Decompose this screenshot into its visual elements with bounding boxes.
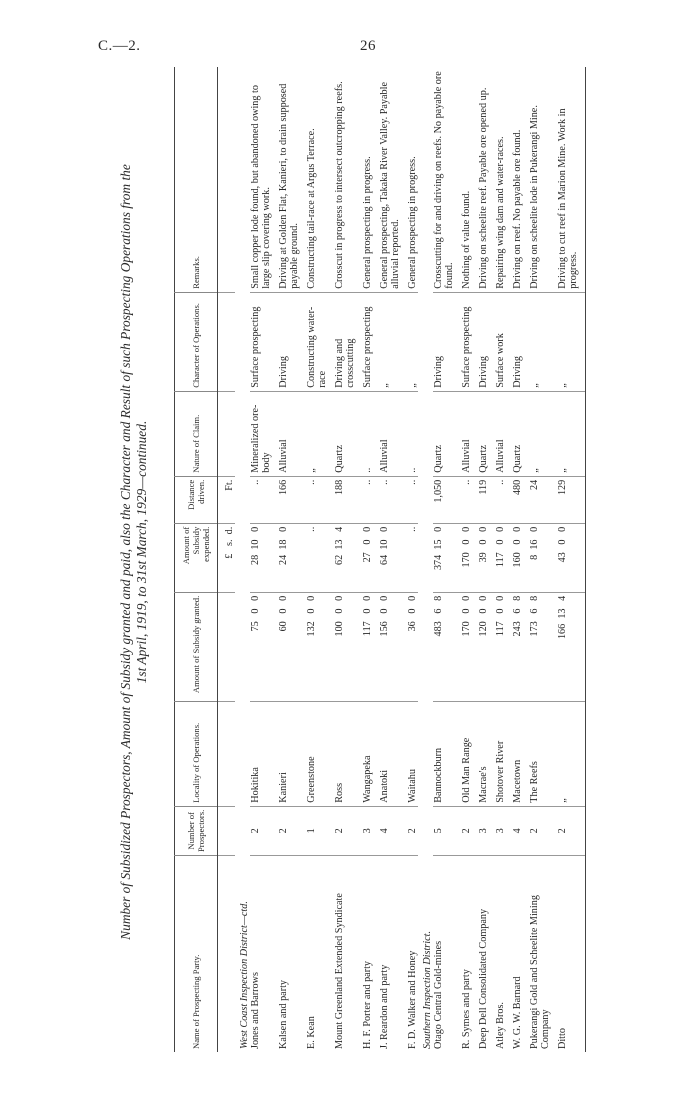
- party-name: Otago Central Gold-mines: [433, 856, 455, 1053]
- remarks: Crosscut in progress to intersect outcropping reefs.: [334, 81, 345, 289]
- distance-driven: ..: [373, 476, 401, 523]
- table-row: [506, 67, 523, 1052]
- column-header-expended: Amount of Subsidy expended.: [175, 523, 218, 592]
- distance-driven: ..: [250, 476, 272, 523]
- prospector-count: 2: [455, 806, 472, 855]
- table-row: [401, 67, 418, 1052]
- column-header-nature: Nature of Claim.: [175, 391, 218, 476]
- party-name: F. D. Walker and Honey: [401, 856, 418, 1053]
- subsidy-expended: 43 0 0: [551, 523, 586, 592]
- character-of-operations: Surface prospecting: [250, 292, 272, 391]
- subsidy-expended: 39 0 0: [472, 523, 489, 592]
- nature-of-claim: Quartz: [433, 391, 455, 476]
- prospector-count: 2: [272, 806, 300, 855]
- distance-driven: 129: [551, 476, 586, 523]
- subsidy-expended: ..: [300, 523, 328, 592]
- remarks: Driving to cut reef in Marion Mine. Work in progress.: [551, 67, 586, 292]
- remarks: Crosscutting for and driving on reefs. No payable ore found.: [433, 71, 455, 289]
- party-name: R. Symes and party: [455, 856, 472, 1053]
- subsidy-expended: 28 10 0: [250, 523, 272, 592]
- subsidy-expended: ..: [401, 523, 418, 592]
- nature-of-claim: Quartz: [472, 391, 489, 476]
- prospecting-table: [174, 67, 586, 1052]
- nature-of-claim: Quartz: [506, 391, 523, 476]
- column-header-character: Character of Operations.: [175, 292, 218, 391]
- table-row: [373, 67, 401, 1052]
- nature-of-claim: Mineralized ore-body: [250, 391, 272, 476]
- subsidy-granted: 173 6 8: [523, 592, 551, 701]
- remarks: Nothing of value found.: [461, 190, 472, 289]
- character-of-operations: Driving: [506, 292, 523, 391]
- party-name: Ditto: [551, 856, 586, 1053]
- remarks: Constructing tail-race at Argus Terrace.: [306, 128, 317, 289]
- distance-driven: ..: [455, 476, 472, 523]
- character-of-operations: „: [523, 292, 551, 391]
- table-row: [433, 67, 455, 1052]
- subsidy-expended: 170 0 0: [455, 523, 472, 592]
- subsidy-granted: 156 0 0: [373, 592, 401, 701]
- subsidy-expended: 160 0 0: [506, 523, 523, 592]
- district-heading: Southern Inspection District.: [422, 931, 433, 1049]
- character-of-operations: Driving: [433, 292, 455, 391]
- header-page-number: 26: [360, 38, 376, 54]
- unit-distance: Ft.: [218, 476, 236, 523]
- party-name: Pukerangi Gold and Scheelite Mining Company: [523, 856, 551, 1053]
- prospector-count: 3: [489, 806, 506, 855]
- column-header-locality: Locality of Operations.: [175, 701, 218, 806]
- prospector-count: 4: [506, 806, 523, 855]
- locality: Wangapeka: [356, 701, 373, 806]
- column-header-number: Number of Prospectors.: [175, 806, 218, 855]
- subsidy-granted: 170 0 0: [455, 592, 472, 701]
- subsidy-granted: 117 0 0: [356, 592, 373, 701]
- subsidy-granted: 100 0 0: [328, 592, 356, 701]
- subsidy-granted: 483 6 8: [433, 592, 455, 701]
- table-row: [455, 67, 472, 1052]
- remarks: Driving on scheelite lode in Pukerangi Mine.: [529, 105, 540, 289]
- distance-driven: ..: [356, 476, 373, 523]
- district-heading-row: [418, 67, 433, 1052]
- locality: Ross: [328, 701, 356, 806]
- table-row: [328, 67, 356, 1052]
- column-header-remarks: Remarks.: [175, 67, 218, 292]
- subsidy-granted: 120 0 0: [472, 592, 489, 701]
- units-row: [218, 67, 236, 1052]
- table-row: [272, 67, 300, 1052]
- subsidy-expended: 374 15 0: [433, 523, 455, 592]
- subsidy-expended: 117 0 0: [489, 523, 506, 592]
- party-name: H. F. Porter and party: [356, 856, 373, 1053]
- party-name: Jones and Barrows: [250, 856, 272, 1053]
- table-title-line-1: Number of Subsidized Prospectors, Amount of Subsidy granted and paid, also the Character and Result of such Prospecting Operations from the: [118, 164, 133, 940]
- character-of-operations: „: [401, 292, 418, 391]
- remarks: Driving on reef. No payable ore found.: [512, 129, 523, 289]
- nature-of-claim: Quartz: [328, 391, 356, 476]
- character-of-operations: „: [551, 292, 586, 391]
- distance-driven: ..: [401, 476, 418, 523]
- subsidy-expended: 27 0 0: [356, 523, 373, 592]
- party-name: Kalsen and party: [272, 856, 300, 1053]
- nature-of-claim: Alluvial: [272, 391, 300, 476]
- party-name: Atley Bros.: [489, 856, 506, 1053]
- locality: The Reefs: [523, 701, 551, 806]
- district-heading: West Coast Inspection District—ctd.: [239, 901, 250, 1049]
- subsidy-expended: 24 18 0: [272, 523, 300, 592]
- remarks: Driving at Golden Flat, Kanieri, to drain supposed payable ground.: [278, 83, 300, 289]
- character-of-operations: Driving: [472, 292, 489, 391]
- character-of-operations: Driving and crosscutting: [328, 292, 356, 391]
- party-name: Mount Greenland Extended Syndicate: [328, 856, 356, 1053]
- prospector-count: 2: [401, 806, 418, 855]
- nature-of-claim: Alluvial: [373, 391, 401, 476]
- nature-of-claim: ..: [401, 391, 418, 476]
- locality: Kanieri: [272, 701, 300, 806]
- party-name: E. Kean: [300, 856, 328, 1053]
- column-header-granted: Amount of Subsidy granted.: [175, 592, 218, 701]
- remarks: General prospecting in progress.: [407, 156, 418, 289]
- prospector-count: 3: [356, 806, 373, 855]
- distance-driven: 119: [472, 476, 489, 523]
- distance-driven: 166: [272, 476, 300, 523]
- party-name: Deep Dell Consolidated Company: [472, 856, 489, 1053]
- locality: Bannockburn: [433, 701, 455, 806]
- nature-of-claim: „: [551, 391, 586, 476]
- table-row: [489, 67, 506, 1052]
- locality: Shotover River: [489, 701, 506, 806]
- distance-driven: 188: [328, 476, 356, 523]
- remarks: Small copper lode found, but abandoned owing to large slip covering work.: [250, 85, 272, 289]
- subsidy-granted: 117 0 0: [489, 592, 506, 701]
- subsidy-granted: 132 0 0: [300, 592, 328, 701]
- table-title-line-2: 1st April, 1919, to 31st March, 1929—continued.: [134, 420, 149, 684]
- character-of-operations: Surface work: [489, 292, 506, 391]
- locality: Greenstone: [300, 701, 328, 806]
- table-row: [250, 67, 272, 1052]
- character-of-operations: „: [373, 292, 401, 391]
- column-header-distance: Distance driven.: [175, 476, 218, 523]
- distance-driven: ..: [300, 476, 328, 523]
- table-row: [356, 67, 373, 1052]
- distance-driven: ..: [489, 476, 506, 523]
- nature-of-claim: Alluvial: [489, 391, 506, 476]
- nature-of-claim: „: [300, 391, 328, 476]
- character-of-operations: Constructing water-race: [300, 292, 328, 391]
- prospector-count: 4: [373, 806, 401, 855]
- subsidy-granted: 75 0 0: [250, 592, 272, 701]
- locality: Macetown: [506, 701, 523, 806]
- remarks: General prospecting in progress.: [362, 156, 373, 289]
- prospector-count: 1: [300, 806, 328, 855]
- header-section-code: C.—2.: [98, 38, 141, 54]
- prospector-count: 3: [472, 806, 489, 855]
- table-row: [523, 67, 551, 1052]
- subsidy-granted: 60 0 0: [272, 592, 300, 701]
- party-name: J. Reardon and party: [373, 856, 401, 1053]
- rotated-table-page: [110, 52, 700, 1052]
- remarks: Driving on scheelite reef. Payable ore opened up.: [478, 87, 489, 289]
- party-name: W. G. W. Barnard: [506, 856, 523, 1053]
- character-of-operations: Driving: [272, 292, 300, 391]
- unit-expended: £ s. d.: [218, 523, 236, 592]
- character-of-operations: Surface prospecting: [455, 292, 472, 391]
- subsidy-expended: 62 13 4: [328, 523, 356, 592]
- table-title: [118, 52, 150, 1052]
- prospector-count: 5: [433, 806, 455, 855]
- locality: Macrae's: [472, 701, 489, 806]
- table-row: [300, 67, 328, 1052]
- prospector-count: 2: [328, 806, 356, 855]
- locality: Waitahu: [401, 701, 418, 806]
- locality: „: [551, 701, 586, 806]
- distance-driven: 1,050: [433, 476, 455, 523]
- character-of-operations: Surface prospecting: [356, 292, 373, 391]
- subsidy-expended: 8 16 0: [523, 523, 551, 592]
- table-header-row: [175, 67, 218, 1052]
- table-row: [472, 67, 489, 1052]
- subsidy-granted: 166 13 4: [551, 592, 586, 701]
- remarks: General prospecting, Takaka River Valley. Payable alluvial reported.: [379, 82, 401, 289]
- prospector-count: 2: [250, 806, 272, 855]
- locality: Anatoki: [373, 701, 401, 806]
- subsidy-granted: 243 6 8: [506, 592, 523, 701]
- locality: Hokitika: [250, 701, 272, 806]
- table-row: [551, 67, 586, 1052]
- prospector-count: 2: [551, 806, 586, 855]
- locality: Old Man Range: [455, 701, 472, 806]
- district-heading-row: [235, 67, 250, 1052]
- distance-driven: 480: [506, 476, 523, 523]
- nature-of-claim: Alluvial: [455, 391, 472, 476]
- column-header-party: Name of Prospecting Party.: [175, 856, 218, 1053]
- remarks: Repairing wing dam and water-races.: [495, 136, 506, 289]
- subsidy-granted: 36 0 0: [401, 592, 418, 701]
- prospector-count: 2: [523, 806, 551, 855]
- nature-of-claim: ..: [356, 391, 373, 476]
- subsidy-expended: 64 10 0: [373, 523, 401, 592]
- distance-driven: 24: [523, 476, 551, 523]
- nature-of-claim: „: [523, 391, 551, 476]
